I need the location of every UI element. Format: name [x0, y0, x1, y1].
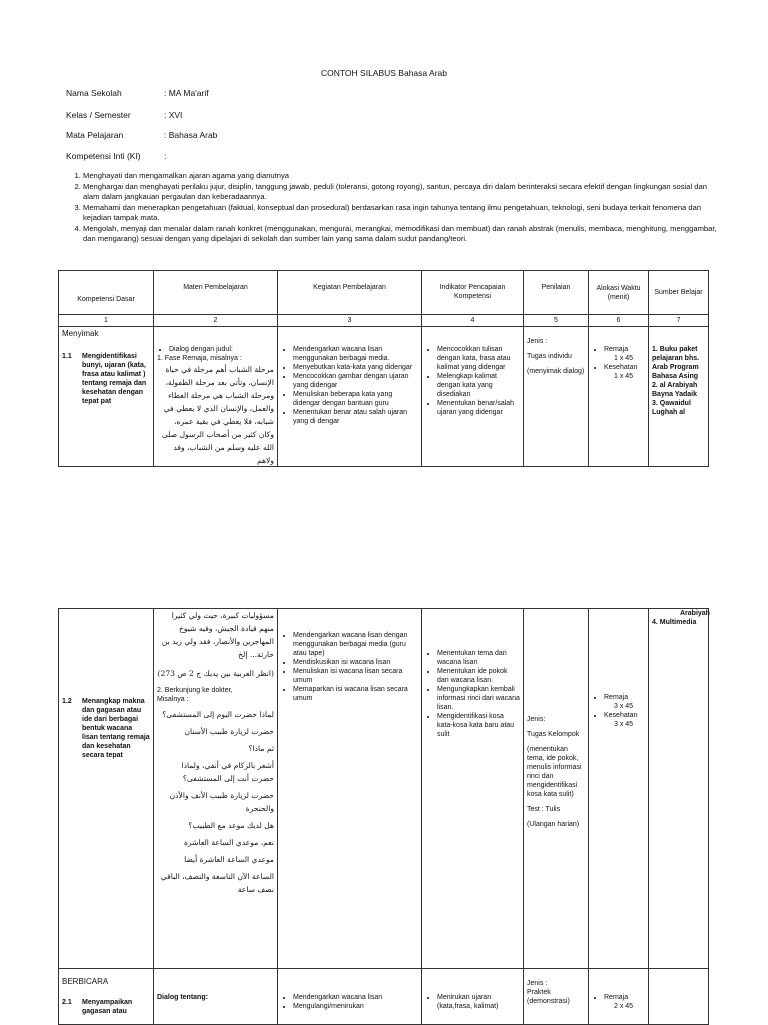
list-item: • Remaja — [604, 993, 645, 1002]
col-header: Indikator Pencapaian Kompetensi — [422, 271, 524, 315]
indikator-list — [425, 993, 520, 1011]
col-number: 7 — [649, 315, 709, 327]
list-item: • Menentukan benar atau salah ujaran yang di dengar — [293, 408, 418, 426]
kd-number: 2.1 — [62, 999, 72, 1006]
ki-item: 1. Menghayati dan mengamalkan ajaran agama yang dianutnya — [83, 171, 717, 181]
list-item: • Menuliskan isi wacana lisan secara umum — [293, 667, 418, 685]
penilaian-tugas: Tugas Kelompok — [527, 731, 580, 738]
penilaian-jenis: Jenis: — [527, 716, 546, 723]
list-item: • Mencocokkan tulisan dengan kata, frasa atau kalimat yang didengar — [437, 345, 520, 372]
document-title: CONTOH SILABUS Bahasa Arab — [321, 68, 447, 78]
penilaian-test: Test : Tulis — [527, 806, 561, 813]
ki-item: 3. Memahami dan menerapkan pengetahuan (faktual, konseptual dan prosedural) berdasarkan rasa ingin tahunya tentang ilmu pengetahuan, teknologi, seni budaya terkait fenomena dan kejadian tampak mata. — [83, 203, 717, 223]
col-header: Materi Pembelajaran — [154, 271, 278, 315]
kd-text: Menyampaikan gagasan atau — [82, 999, 133, 1015]
table-row — [59, 969, 709, 1025]
list-item: • Mengidentifikasi kosa kata-kosa kata baru atau sulit — [437, 712, 520, 739]
list-item: • Melengkapi kalimat dengan kata yang disediakan — [437, 372, 520, 399]
kegiatan-list — [281, 631, 418, 703]
materi-dialog: Dialog tentang: — [157, 994, 208, 1001]
col-header: Kegiatan Pembelajaran — [278, 271, 422, 315]
ki-item: 4. Mengolah, menyaji dan menalar dalam ranah konkret (menggunakan, mengurai, merangkai, memodifikasi dan membuat) dan ranah abstrak (menulis, membaca, menghitung, menggambar, dan mengarang) sesuai dengan yang dipelajari di sekolah dan sumber lain yang sama dalam sudut pandang/teori. — [83, 224, 717, 244]
kegiatan-list — [281, 993, 418, 1011]
materi-arabic-cont: مسؤوليات كبيرة، حيث ولي كثيرا منهم قيادة الجيش، وفيه شيوخ المهاجرين والأنصار، فقد ولي زيد بن حارثة... إلخ — [161, 611, 274, 659]
dialog-line: لماذا حضرت اليوم إلى المستشفى؟ — [162, 710, 274, 719]
col-header: Penilaian — [524, 271, 589, 315]
list-item: • Mencocokkan gambar dengan ujaran yang didengar — [293, 372, 418, 390]
materi-ref: (انظر العربية بين يديك ج 2 ص 273) — [157, 669, 274, 678]
list-item: • Menyebutkan kata-kata yang didengar — [293, 363, 418, 372]
materi-arabic: مرحلة الشباب أهم مرحلة في حياة الإنسان، وتأتي بعد مرحلة الطفولة، ومرحلة الشباب هي مرحلة العطاء والعمل، والإنسان الذي لا يعطي في شبابه، فلا يعطي في بقية عمره، وكان كثير من أصحاب الرسول صلى الله عليه وسلم من الشباب، وقد ولاهم — [161, 365, 274, 465]
list-item: • Remaja — [604, 345, 645, 354]
sumber-item: 2. al Arabiyah Bayna Yadaik — [652, 382, 698, 398]
list-item: • Menentukan tema dari wacana lisan — [437, 649, 520, 667]
section-heading: BERBICARA — [62, 977, 109, 986]
table-row — [59, 327, 709, 467]
materi-sub: 1. Fase Remaja, misalnya : — [157, 355, 242, 362]
table-row — [59, 609, 709, 969]
list-item: • Kesehatan — [604, 711, 645, 720]
penilaian-jenis: Jenis : — [527, 980, 548, 987]
col-header: Alokasi Waktu (menit) — [589, 271, 649, 315]
penilaian-praktek: Praktek (demonstrasi) — [527, 989, 570, 1005]
dialog-line: حضرت لزيارة طبيب الأسنان — [184, 727, 274, 736]
sumber-item: 3. Qawaidul Lughah al — [652, 400, 691, 416]
kegiatan-list — [281, 345, 418, 426]
penilaian-ulangan: (Ulangan harian) — [527, 821, 580, 828]
materi-intro: • Dialog dengan judul: — [169, 345, 274, 354]
alokasi-list: • Remaja 1 x 45 • Kesehatan 1 x 45 — [592, 345, 645, 381]
list-item: • Mendengarkan wacana lisan dengan menggunakan berbagai media (guru atau tape) — [293, 631, 418, 658]
col-number: 2 — [154, 315, 278, 327]
list-item: • Kesehatan — [604, 363, 645, 372]
dialog-line: نعم، موعدي الساعة العاشرة — [183, 838, 274, 847]
list-item: • Mendengarkan wacana lisan — [293, 993, 418, 1002]
col-number: 4 — [422, 315, 524, 327]
col-header: Sumber Belajar — [649, 271, 709, 315]
dialog-line: هل لديك موعد مع الطبيب؟ — [188, 821, 274, 830]
dialog-line: حضرت لزيارة طبيب الأنف والأذن والحنجرة — [169, 791, 274, 813]
indikator-list — [425, 345, 520, 417]
kd-number: 1.1 — [62, 353, 72, 360]
dialog-line: الساعة الآن التاسعة والنصف، الباقي نصف ساعة — [160, 872, 274, 894]
alokasi-list: • Remaja 3 x 45 • Kesehatan 3 x 45 — [592, 693, 645, 729]
sumber-item: 4. Multimedia — [652, 619, 697, 626]
list-item: • Menentukan ide pokok dari wacana lisan. — [437, 667, 520, 685]
materi-sub: 2. Berkunjung ke dokter, — [157, 687, 233, 694]
list-item: • Memaparkan isi wacana lisan secara umum — [293, 685, 418, 703]
penilaian-tugas: Tugas individu — [527, 353, 572, 360]
dialog-line: أشعر بالزكام في أنفي، ولماذا حضرت أنت إلى المستشفى؟ — [181, 761, 274, 783]
dialog-line: ثم ماذا؟ — [248, 744, 274, 753]
col-number: 6 — [589, 315, 649, 327]
header-row — [59, 271, 709, 315]
dialog-line: موعدي الساعة العاشرة أيضا — [184, 855, 274, 864]
kd-text: Mengidentifikasi bunyi, ujaran (kata, frasa atau kalimat ) tentang remaja dan kesehatan dengan tepat pat — [82, 353, 147, 405]
list-item: • Mengulangi/menirukan — [293, 1002, 418, 1011]
penilaian-desc: (menentukan tema, ide pokok, menulis informasi rinci dan mengidentifikasi kosa kata sulit) — [527, 746, 582, 798]
list-item: • Menuliskan beberapa kata yang didengar dengan bantuan guru — [293, 390, 418, 408]
materi-sub: Misalnya : — [157, 696, 189, 703]
list-item: • Remaja — [604, 693, 645, 702]
section-heading: Menyimak — [62, 329, 99, 338]
col-header: Kompetensi Dasar — [59, 271, 154, 315]
kompetensi-inti-list — [66, 171, 717, 245]
penilaian-jenis: Jenis : — [527, 338, 548, 345]
list-item: • Menentukan benar/salah ujaran yang didengar — [437, 399, 520, 417]
silabus-table-part1 — [58, 270, 709, 467]
kd-number: 1.2 — [62, 698, 72, 705]
indikator-list — [425, 649, 520, 739]
list-item: • Mendiskusikan isi wacana lisan — [293, 658, 418, 667]
kd-text: Menangkap makna dan gagasan atau ide dari berbagai bentuk wacana lisan tentang remaja dan kesehatan secara tepat — [82, 698, 150, 759]
list-item: • Mengungkapkan kembali informasi rinci dari wacana lisan. — [437, 685, 520, 712]
silabus-table-part2 — [58, 608, 709, 1025]
list-item: • Mendengarkan wacana lisan menggunakan berbagai media. — [293, 345, 418, 363]
sumber-item: 1. Buku paket pelajaran bhs. Arab Program Bahasa Asing — [652, 346, 700, 380]
sumber-item: Arabiyah — [680, 610, 710, 617]
ki-item: 2. Menghargai dan menghayati perilaku jujur, disiplin, tanggung jawab, peduli (toleransi, gotong royong), santun, percaya diri dalam berinteraksi secara efektif dengan lingkungan sosial dan alam dalam jangkauan pergaulan dan keberadaannya. — [83, 182, 717, 202]
col-number: 1 — [59, 315, 154, 327]
col-number: 5 — [524, 315, 589, 327]
alokasi-list: • Remaja 2 x 45 — [592, 993, 645, 1011]
number-row — [59, 315, 709, 327]
penilaian-desc: (menyimak dialog) — [527, 368, 585, 375]
list-item: • Menirukan ujaran (kata,frasa, kalimat) — [437, 993, 520, 1011]
col-number: 3 — [278, 315, 422, 327]
